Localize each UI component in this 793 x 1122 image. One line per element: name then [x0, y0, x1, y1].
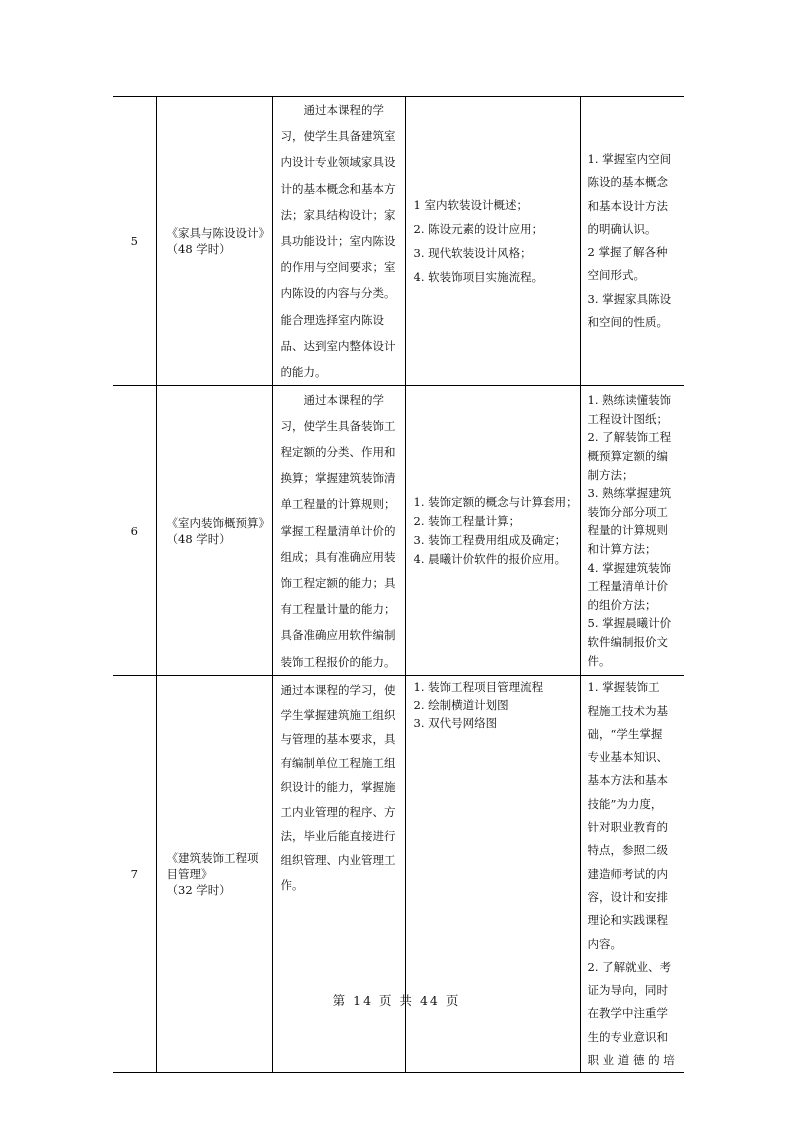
requirement-line: 2. 了解就业、考 — [587, 959, 672, 974]
requirement-line: 软件编制报价文 — [587, 635, 668, 649]
requirement-line: 证为导向，同时 — [587, 983, 668, 998]
requirement-line: 础，“学生掌握 — [587, 726, 663, 741]
objective-paragraph: 通过本课程的学习，使学生具备建筑室内设计专业领域家具设计的基本概念和基本方法；家具结构设计；家具功能设计；室内陈设的作用与空间要求；室内陈设的内容与分类。能合理选择室内陈设品、达到室内整体设计的能力。 — [280, 103, 396, 380]
content-item: 1. 装饰工程项目管理流程 — [413, 680, 544, 695]
requirement-line: 针对职业教育的 — [587, 820, 668, 835]
content-item: 1. 装饰定额的概念与计算套用； — [413, 494, 578, 509]
content-item: 4. 晨曦计价软件的报价应用。 — [413, 551, 567, 566]
requirement-line: 1. 掌握装饰工 — [587, 680, 660, 695]
course-requirement-cell — [580, 97, 684, 386]
requirement-line: 3. 掌握家具陈设 — [587, 291, 672, 306]
course-hours: （48 学时） — [166, 531, 231, 546]
requirement-line: 内容。 — [587, 936, 622, 951]
course-hours: （48 学时） — [166, 242, 231, 257]
requirement-line: 工程设计图纸； — [587, 411, 668, 426]
table-row — [113, 386, 684, 676]
requirement-line: 5. 掌握晨曦计价 — [587, 616, 672, 631]
course-name: 《家具与陈设设计》 — [166, 226, 270, 241]
course-objective-cell — [272, 97, 405, 386]
course-requirement-cell — [580, 386, 684, 676]
requirement-line: 和计算方法； — [587, 542, 657, 557]
requirement-line: 制方法； — [587, 467, 634, 482]
course-name-cell — [156, 97, 272, 386]
course-name-cell — [156, 676, 272, 1073]
requirement-line: 技能”为力度， — [587, 796, 663, 811]
requirement-line: 程量的计算规则 — [587, 523, 668, 538]
requirement-line: 程施工技术为基 — [587, 703, 668, 718]
course-objective-cell — [272, 386, 405, 676]
table-row — [113, 97, 684, 386]
requirement-line: 和空间的性质。 — [587, 315, 668, 329]
requirement-line: 建造师考试的内 — [587, 866, 668, 881]
requirement-line: 2 掌握了解各种 — [587, 245, 668, 260]
requirement-line: 工程量清单计价 — [587, 579, 668, 594]
content-item: 2. 装饰工程量计算； — [413, 513, 521, 528]
requirement-line: 和基本设计方法 — [587, 198, 668, 213]
requirement-line: 3. 熟练掌握建筑 — [587, 486, 672, 501]
requirement-line: 的组价方法； — [587, 597, 657, 612]
course-name-cell — [156, 386, 272, 676]
objective-paragraph: 通过本课程的学习，使学生具备装饰工程定额的分类、作用和换算；掌握建筑装饰清单工程量的计算规则；掌握工程量清单计价的组成；具有准确应用装饰工程定额的能力；具有工程量计量的能力；具备准确应用软件编制装饰工程报价的能力。 — [280, 392, 396, 669]
course-table — [113, 96, 684, 1073]
requirement-line: 职 业 道 德 的 培 — [587, 1052, 675, 1067]
requirement-line: 理论和实践课程 — [587, 913, 668, 928]
requirement-line: 4. 掌握建筑装饰 — [587, 560, 672, 575]
requirement-line: 特点，参照二级 — [587, 843, 668, 858]
course-objective-cell — [272, 676, 405, 1073]
content-item: 2. 陈设元素的设计应用； — [413, 222, 544, 237]
requirement-line: 专业基本知识、 — [587, 750, 668, 765]
course-hours: （32 学时） — [166, 883, 231, 898]
requirement-line: 概预算定额的编 — [587, 449, 668, 464]
objective-paragraph: 通过本课程的学习，使学生掌握建筑施工组织与管理的基本要求，具有编制单位工程施工组织设计的能力，掌握施工内业管理的程序、方法，毕业后能直接进行组织管理、内业管理工作。 — [280, 683, 396, 892]
content-item: 2. 绘制横道计划图 — [413, 698, 509, 713]
content-item: 3. 现代软装设计风格； — [413, 246, 532, 261]
content-item: 3. 双代号网络图 — [413, 716, 498, 731]
requirement-line: 空间形式。 — [587, 268, 645, 283]
course-name: 《建筑装饰工程项目管理》 — [166, 851, 259, 882]
course-name: 《室内装饰概预算》 — [166, 515, 270, 530]
requirement-line: 基本方法和基本 — [587, 773, 668, 788]
requirement-line: 装饰分部分项工 — [587, 504, 668, 519]
requirement-line: 容，设计和安排 — [587, 889, 668, 904]
course-content-cell — [405, 386, 580, 676]
requirement-line: 陈设的基本概念 — [587, 175, 668, 190]
row-number: 6 — [113, 386, 156, 676]
course-content-cell — [405, 97, 580, 386]
requirement-line: 1. 掌握室内空间 — [587, 151, 672, 166]
page-footer: 第 14 页 共 44 页 — [332, 993, 461, 1008]
table-row — [113, 676, 684, 1073]
requirement-line: 的明确认识。 — [587, 221, 657, 236]
course-content-cell — [405, 676, 580, 1073]
row-number: 7 — [113, 676, 156, 1073]
content-item: 1 室内软装设计概述； — [413, 198, 528, 213]
content-item: 3. 装饰工程费用组成及确定； — [413, 532, 567, 547]
content-item: 4. 软装饰项目实施流程。 — [413, 270, 544, 285]
requirement-line: 1. 熟练读懂装饰 — [587, 393, 672, 408]
requirement-line: 2. 了解装饰工程 — [587, 430, 672, 445]
requirement-line: 生的专业意识和 — [587, 1029, 668, 1044]
requirement-line: 在教学中注重学 — [587, 1006, 668, 1021]
requirement-line: 件。 — [587, 653, 611, 668]
course-requirement-cell — [580, 676, 684, 1073]
row-number: 5 — [113, 97, 156, 386]
